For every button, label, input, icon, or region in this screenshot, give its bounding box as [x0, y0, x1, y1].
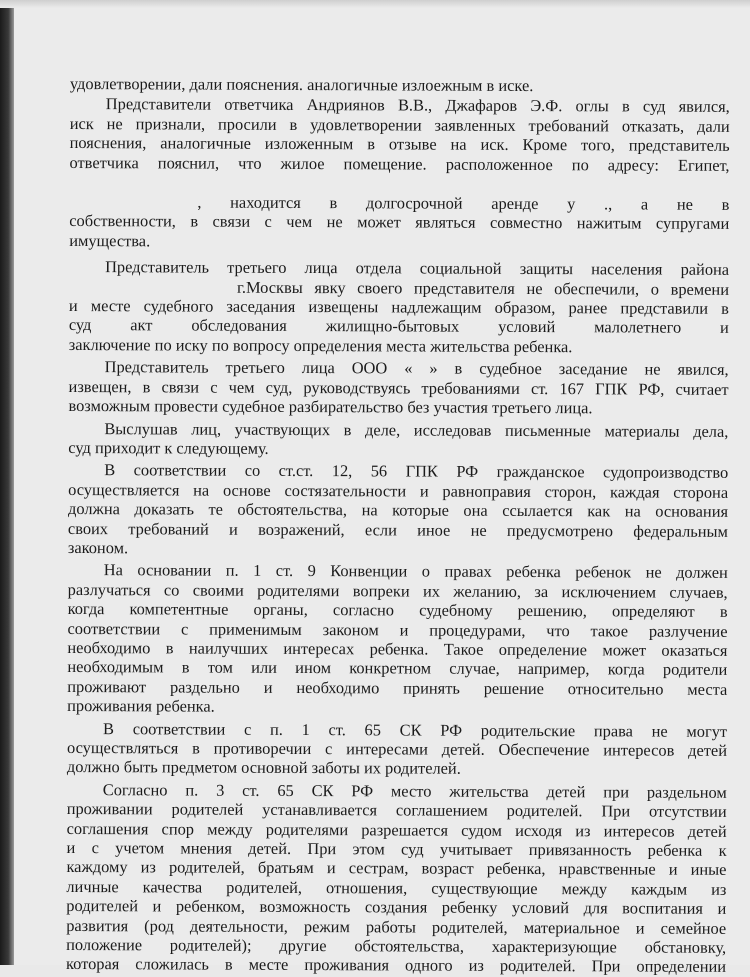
text-line: необходимым в том или ином конкретном случае, например, когда родители — [67, 657, 728, 680]
text-line: осуществляется на основе состязательности и равноправия сторон, каждая сторона — [68, 479, 729, 502]
text-line: собственности, в связи с чем не может являться совместно нажитым супругами — [69, 211, 730, 234]
text-line: каждому из родителей, братьям и сестрам, возраст ребенка, нравственные и иные — [66, 857, 727, 880]
text-line: суд акт обследования жилищно-бытовых условий малолетнего и — [68, 315, 729, 338]
paragraph-third-party-ooo — [68, 357, 728, 418]
scan-top-edge — [0, 0, 750, 8]
text-line: иск не признали, просили в удовлетворении заявленных требований отказать, дали — [69, 113, 730, 136]
text-line: положение родителей); другие обстоятельства, характеризующие обстановку, — [66, 935, 727, 957]
paragraph-sk-65-1 — [67, 719, 727, 780]
text-line: Представители ответчика Андриянов В.В., Джафаров Э.Ф. оглы в суд явился, — [105, 94, 730, 117]
text-line: Представитель третьего лица ООО « » в судебное заседание не явился, — [104, 357, 729, 380]
text-line: необходимо в наилучших интересах ребенка. Такое определение может оказаться — [67, 637, 728, 660]
text-line: своих требований и возражений, если иное не предусмотрено федеральным — [67, 518, 728, 541]
scan-shadow-edge — [0, 0, 14, 965]
text-line: соглашения спор между родителями разрешается судом исходя из интересов детей — [66, 818, 727, 841]
text-line: осуществляться в противоречии с интересами детей. Обеспечение интересов детей — [66, 737, 728, 760]
text-line: которая сложилась в месте проживания одного из родителей. При определении — [66, 954, 727, 977]
text-line: г.Москвы явку своего представителя не обеспечили, о времени — [236, 277, 730, 299]
text-line: На основании п. 1 ст. 9 Конвенции о правах ребенка ребенок не должен — [103, 560, 728, 583]
text-line: проживают раздельно и необходимо принять решение относительно места — [67, 676, 728, 699]
text-line: должна доказать те обстоятельства, на которые она ссылается как на основания — [68, 499, 729, 522]
text-line: разлучаться со своими родителями вопреки их желанию, за исключением случаев, — [67, 579, 728, 602]
court-decision-page — [66, 60, 730, 977]
text-line: когда компетентные органы, согласно судебному решению, определяют в — [67, 599, 728, 622]
text-line: и месте судебного заседания извещены надлежащим образом, ранее представили в — [68, 296, 729, 318]
text-line: ответчика пояснил, что жилое помещение. расположенное по адресу: Египет, — [69, 152, 730, 175]
text-line: соответствии с применимым законом и процедурами, что такое разлучение — [67, 618, 728, 641]
text-line: заключение по иску по вопросу определения места жительства ребенка. — [68, 334, 573, 357]
paragraph-lease — [69, 192, 729, 253]
paragraph-sk-65-3 — [66, 780, 727, 977]
text-line: извещен, в связи с чем суд, руководствуясь требованиями ст. 167 ГПК РФ, считает — [68, 376, 729, 399]
text-line: удовлетворении, дали пояснения. аналогичные излоежным в иске. — [69, 73, 534, 96]
text-line: должно быть предметом основной заботы их родителей. — [66, 757, 461, 779]
text-line: Выслушав лиц, участвующих в деле, исследовав письменные материалы дела, — [104, 418, 729, 441]
text-line: , находится в долгосрочной аренде у ., а не в — [197, 192, 730, 214]
text-line: Представитель третьего лица отдела социальной защиты населения района — [105, 257, 730, 280]
paragraph-gpk-12-56 — [68, 460, 728, 560]
text-line: личные качества родителей, отношения, существующие между каждым из — [66, 876, 727, 899]
text-line: родителей и ребенком, возможность создания ребенку условий для воспитания и — [66, 896, 727, 919]
paragraph-social-protection — [69, 257, 729, 357]
text-line: проживании родителей устанавливается соглашением родителей. При отсутствии — [66, 799, 727, 822]
text-line: проживания ребенка. — [67, 696, 215, 716]
text-line: Согласно п. 3 ст. 65 СК РФ место жительства детей при раздельном — [102, 779, 727, 802]
text-line: пояснения, аналогичные изложенным в отзыве на иск. Кроме того, представитель — [69, 133, 730, 156]
text-line: В соответствии с п. 1 ст. 65 СК РФ родительские права не могут — [103, 718, 728, 741]
paragraph-hearing — [68, 418, 728, 460]
text-line: суд приходит к следующему. — [68, 437, 269, 458]
text-line: и с учетом мнения детей. При этом суд учитывает привязанность ребенка к — [66, 838, 727, 860]
text-line: развития (род деятельности, режим работы родителей, материальное и семейное — [66, 915, 727, 938]
text-line: законом. — [67, 537, 129, 558]
paragraph-convention — [67, 560, 728, 718]
paragraph-1 — [70, 74, 730, 96]
paragraph-defendant-reps — [70, 94, 730, 175]
text-line: имущества. — [69, 230, 151, 251]
text-line: возможным провести судебное разбирательство без участия третьего лица. — [68, 396, 593, 418]
text-line: В соответствии со ст.ст. 12, 56 ГПК РФ гражданское судопроизводство — [104, 460, 729, 483]
